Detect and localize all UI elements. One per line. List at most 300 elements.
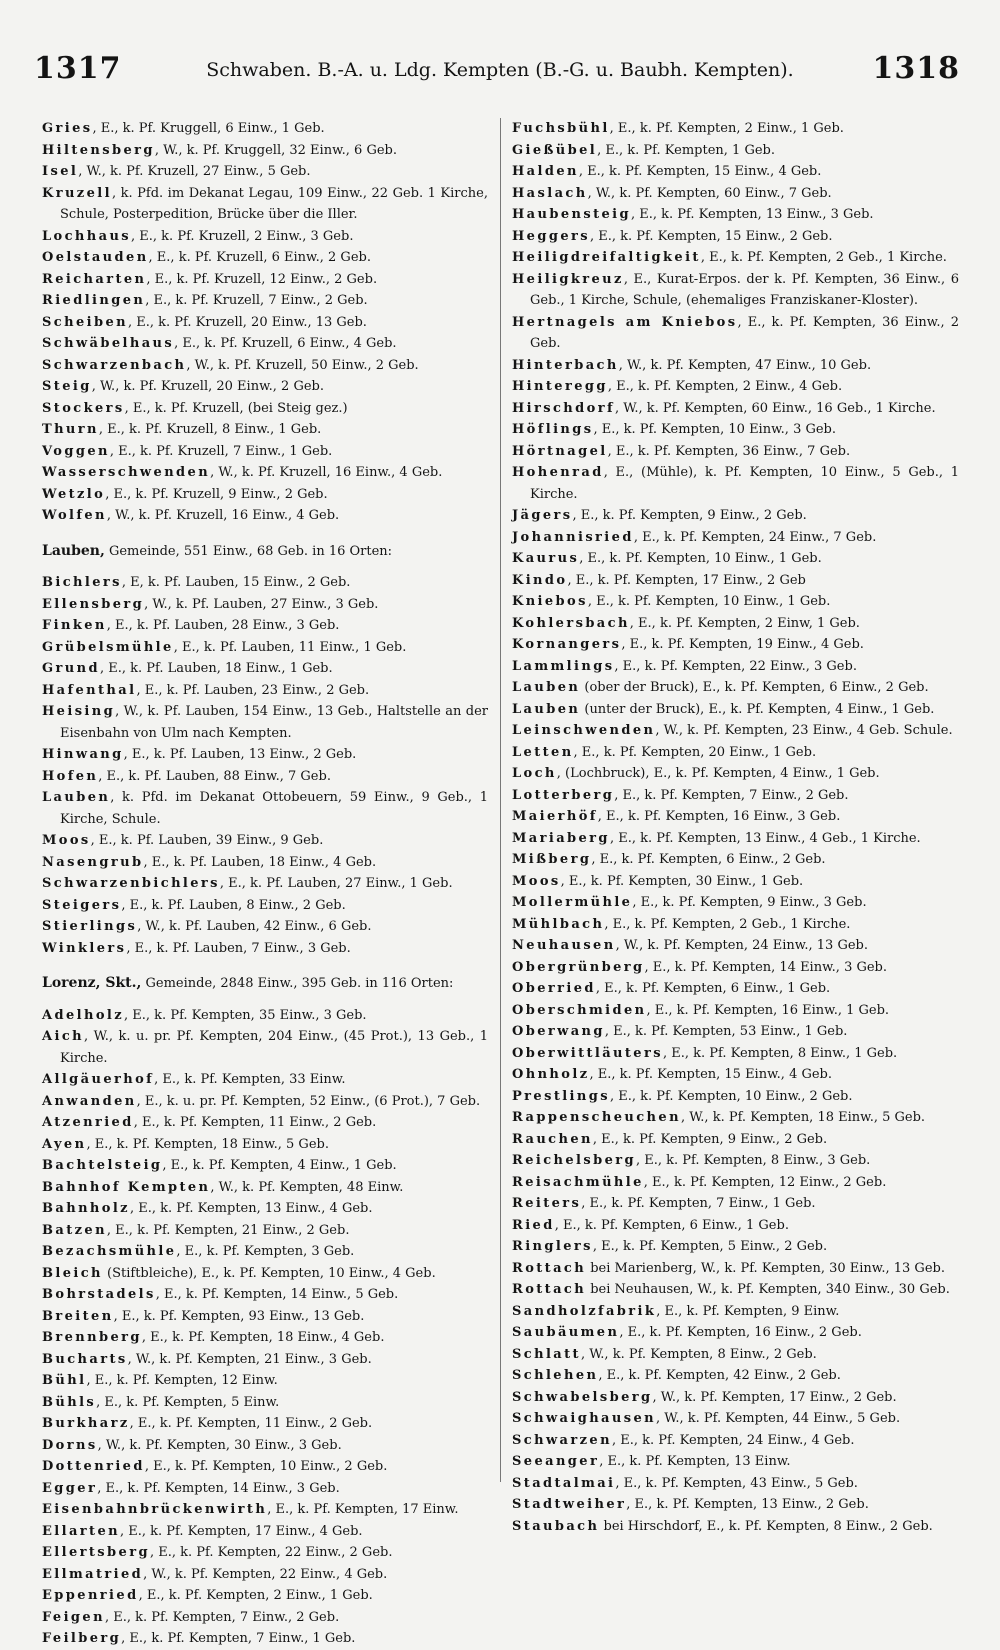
place-entry (512, 935, 959, 957)
place-details: , E., k. Pf. Kempten, 10 Einw., 3 Geb. (593, 422, 837, 437)
place-entry (42, 594, 488, 616)
place-name: Rappenscheuchen (512, 1110, 681, 1125)
place-entry (512, 1430, 959, 1452)
place-name: Ohnholz (512, 1067, 590, 1082)
place-details: , E., k. Pf. Kempten, 13 Einw., 3 Geb. (631, 207, 874, 222)
place-entry (42, 1005, 488, 1027)
place-entry (512, 1172, 959, 1194)
place-name: Ellmatried (42, 1566, 144, 1582)
place-name: Feilberg (42, 1631, 122, 1646)
place-details: , E., k. Pf. Kempten, 10 Einw., 1 Geb. (587, 594, 831, 609)
place-name: Batzen (42, 1222, 107, 1238)
place-name: Burkharz (42, 1416, 130, 1431)
place-name: Wasserschwenden (42, 465, 211, 480)
place-name: Grübelsmühle (42, 639, 174, 655)
place-entry (42, 1392, 488, 1414)
place-entry (512, 355, 959, 377)
place-details: , E., k. Pf. Kempten, 15 Einw., 4 Geb. (578, 164, 822, 179)
place-entry (42, 680, 488, 702)
place-name: Heiligdreifaltigkeit (512, 250, 701, 265)
place-name: Bucharts (42, 1351, 128, 1367)
place-name: Schlatt (512, 1346, 581, 1362)
place-entry (42, 637, 488, 659)
place-details: , E., k. Pf. Kruzell, 7 Einw., 2 Geb. (145, 293, 368, 308)
place-details: , E., k. Pf. Kempten, 10 Einw., 2 Geb. (144, 1459, 388, 1474)
place-entry (42, 1241, 488, 1263)
place-entry (42, 1521, 488, 1543)
place-name: Wolfen (42, 508, 107, 523)
place-entry (42, 1026, 488, 1069)
place-details: , E., k. Pf. Kempten, 17 Einw. (267, 1502, 459, 1517)
place-details: , E., k. Pf. Kempten, 30 Einw., 1 Geb. (560, 873, 804, 889)
place-details: , E., k. Pf. Kempten, 2 Einw., 1 Geb. (138, 1588, 373, 1603)
place-details: , E., k. Pf. Kempten, 7 Einw., 1 Geb. (121, 1631, 356, 1646)
place-name: Lammlings (512, 658, 615, 674)
place-name: Seeanger (512, 1454, 600, 1469)
place-name: Hofen (42, 768, 99, 784)
place-details: , E., k. Pf. Kempten, 33 Einw. (154, 1072, 346, 1087)
place-entry (512, 914, 959, 936)
place-details: , E., k. Pf. Kempten, 14 Einw., 3 Geb. (97, 1480, 340, 1496)
place-name: Kornangers (512, 637, 622, 652)
place-name: Leinschwenden (512, 723, 656, 738)
place-name: Schwarzen (512, 1432, 612, 1448)
place-entry (512, 613, 959, 635)
place-entry (512, 1516, 959, 1538)
place-details: , E., k. Pf. Kempten, 13 Einw. (599, 1454, 791, 1469)
place-entry (42, 333, 488, 355)
place-details: , E., k. Pf. Kempten, 6 Einw., 1 Geb. (554, 1217, 789, 1233)
place-details: , E., k. Pf. Kempten, 7 Einw., 2 Geb. (104, 1609, 340, 1625)
place-name: Adelholz (42, 1007, 125, 1023)
place-details: , E., k. Pf. Lauben, 18 Einw., 4 Geb. (143, 854, 377, 870)
place-details: , E., k. Pf. Kempten, 20 Einw., 1 Geb. (573, 744, 817, 760)
place-details: , E., k. Pf. Kempten, 53 Einw., 1 Geb. (604, 1024, 848, 1039)
place-name: Oberwang (512, 1024, 605, 1039)
place-entry (512, 1086, 959, 1108)
place-name: Heggers (512, 228, 590, 244)
place-details: , E., k. Pf. Lauben, 8 Einw., 2 Geb. (121, 897, 346, 913)
place-entry (512, 591, 959, 613)
place-details: , E., k. Pf. Kempten, 36 Einw., 7 Geb. (607, 443, 851, 459)
place-details: , E., k. Pf. Lauben, 18 Einw., 1 Geb. (99, 661, 333, 676)
place-name: Haslach (512, 185, 588, 201)
place-name: Eisenbahnbrückenwirth (42, 1502, 268, 1517)
place-entry (512, 1279, 959, 1301)
place-name: Saubäumen (512, 1325, 620, 1340)
place-entry (42, 1542, 488, 1564)
place-name: Lotterberg (512, 787, 615, 803)
municipality-summary: Gemeinde, 551 Einw., 68 Geb. in 16 Orten: (104, 543, 393, 559)
place-name: Bichlers (42, 575, 122, 590)
place-name: Johannisried (512, 529, 634, 545)
place-name: Steig (42, 379, 92, 394)
place-entry (512, 978, 959, 1000)
place-details: , E., k. Pf. Kempten, 14 Einw., 3 Geb. (644, 959, 888, 975)
place-details: , E., k. Pf. Lauben, 11 Einw., 1 Geb. (173, 639, 407, 655)
place-entry (42, 140, 488, 162)
place-entry (512, 1193, 959, 1215)
place-name: Bahnhof Kempten (42, 1179, 211, 1195)
place-details: , E., k. Pf. Kempten, 12 Einw. (86, 1373, 278, 1388)
place-name: Hirschdorf (512, 400, 615, 416)
place-name: Reicharten (42, 271, 147, 287)
place-name: Oberwittläuters (512, 1045, 663, 1061)
place-details: , E., k. Pf. Kruzell, (bei Steig gez.) (124, 400, 348, 416)
place-details: , E., k. Pf. Kempten, 4 Einw., 1 Geb. (162, 1158, 397, 1173)
place-name: Kohlersbach (512, 615, 630, 631)
place-name: Anwanden (42, 1093, 137, 1109)
place-details: , E., k. Pf. Kempten, 9 Einw., 2 Geb. (592, 1131, 828, 1147)
place-details: , W., k. Pf. Kruggell, 32 Einw., 6 Geb. (154, 142, 397, 158)
place-entry (42, 1607, 488, 1629)
place-name: Kaurus (512, 551, 580, 566)
municipality-name: Lauben, (42, 542, 105, 559)
place-details: , E., k. Pf. Lauben, 23 Einw., 2 Geb. (136, 682, 370, 698)
left-column (42, 118, 488, 1650)
place-details: , E., k. Pf. Kempten, 5 Einw. (96, 1394, 280, 1410)
place-entry (512, 1451, 959, 1473)
place-name: Mariaberg (512, 830, 610, 846)
place-name: Letten (512, 744, 574, 760)
place-name: Fuchsbühl (512, 121, 610, 136)
place-details: , E., k. Pf. Kruzell, 6 Einw., 2 Geb. (148, 250, 371, 265)
place-name: Bohrstadels (42, 1287, 156, 1302)
place-details: , E., k. Pf. Kempten, 11 Einw., 2 Geb. (129, 1416, 373, 1431)
place-details: , E., k. Pf. Kruzell, 7 Einw., 1 Geb. (109, 443, 333, 459)
place-details: , E., k. Pf. Kempten, 35 Einw., 3 Geb. (124, 1007, 367, 1023)
place-name: Halden (512, 164, 579, 179)
place-entry (42, 183, 488, 226)
place-entry (42, 398, 488, 420)
place-entry (512, 1301, 959, 1323)
place-details: , E., k. Pf. Lauben, 27 Einw., 1 Geb. (219, 876, 453, 891)
place-entry (42, 1456, 488, 1478)
place-details: , E., k. Pf. Kempten, 17 Einw., 4 Geb. (120, 1523, 363, 1539)
place-entry (512, 204, 959, 226)
place-entry (42, 355, 488, 377)
place-name: Schlehen (512, 1368, 599, 1383)
entry-list (42, 118, 488, 527)
place-entry (42, 744, 488, 766)
place-details: , E., k. Pf. Kempten, 22 Einw., 2 Geb. (149, 1545, 393, 1560)
place-name: Bachtelsteig (42, 1158, 163, 1173)
place-name: Mißberg (512, 852, 592, 867)
place-name: Schwarzenbach (42, 357, 187, 373)
place-name: Schwabelsberg (512, 1389, 653, 1405)
place-details: , W., k. Pf. Kempten, 21 Einw., 3 Geb. (127, 1351, 372, 1367)
place-entry (512, 441, 959, 463)
place-name: Bühl (42, 1373, 87, 1388)
place-name: Lauben (512, 701, 581, 717)
place-details: , E., k. Pf. Kempten, 5 Einw., 2 Geb. (592, 1239, 828, 1254)
place-details: , E., k. Pf. Kempten, 22 Einw., 3 Geb. (614, 658, 857, 674)
place-details: , E., k. Pf. Kempten, 2 Einw., 4 Geb. (607, 379, 843, 394)
place-entry (42, 658, 488, 680)
place-entry (512, 269, 959, 312)
place-name: Bahnholz (42, 1201, 130, 1216)
place-name: Bleich (42, 1265, 103, 1281)
place-details: , E., k. Pf. Kruzell, 2 Einw., 3 Geb. (131, 228, 354, 244)
place-entry (512, 806, 959, 828)
place-name: Thurn (42, 422, 99, 437)
place-details: , E, k. Pf. Lauben, 15 Einw., 2 Geb. (121, 575, 351, 590)
place-details: , E., k. Pf. Kempten, 8 Einw., 3 Geb. (636, 1153, 871, 1168)
place-name: Allgäuerhof (42, 1072, 155, 1087)
place-entry (42, 118, 488, 140)
place-entry (42, 247, 488, 269)
place-details: , E., k. Pf. Kempten, 1 Geb. (597, 142, 775, 158)
place-entry (42, 572, 488, 594)
place-entry (42, 1069, 488, 1091)
place-name: Dorns (42, 1437, 98, 1453)
place-entry (42, 1499, 488, 1521)
place-name: Rauchen (512, 1131, 593, 1147)
place-entry (42, 462, 488, 484)
place-name: Schwaighausen (512, 1411, 656, 1426)
place-name: Voggen (42, 443, 110, 459)
place-entry (512, 1344, 959, 1366)
place-name: Hohenrad (512, 465, 604, 480)
place-name: Feigen (42, 1609, 105, 1625)
place-name: Maierhöf (512, 809, 598, 824)
place-entry (42, 1284, 488, 1306)
place-details: , E., k. Pf. Kempten, 2 Geb., 1 Kirche. (604, 916, 851, 932)
place-name: Dottenried (42, 1459, 145, 1474)
place-entry (512, 1021, 959, 1043)
place-entry (42, 873, 488, 895)
place-details: , E., k. Pf. Kempten, 9 Einw. (656, 1303, 840, 1319)
page-number-right: 1318 (872, 51, 960, 86)
place-name: Heiligkreuz (512, 271, 624, 287)
place-name: Rottach (512, 1282, 587, 1297)
place-details: , E., k. Pf. Kempten, 2 Einw, 1 Geb. (629, 615, 860, 631)
place-details: , E., k. Pf. Kempten, 3 Geb. (176, 1244, 355, 1259)
place-details: bei Neuhausen, W., k. Pf. Kempten, 340 Einw., 30 Geb. (586, 1282, 950, 1297)
place-entry (42, 484, 488, 506)
place-name: Ried (512, 1217, 555, 1233)
place-name: Moos (42, 833, 91, 848)
place-name: Schwäbelhaus (42, 336, 175, 351)
place-details: bei Hirschdorf, E., k. Pf. Kempten, 8 Einw., 2 Geb. (599, 1518, 933, 1534)
place-details: , E., k. u. pr. Pf. Kempten, 52 Einw., (6 Prot.), 7 Geb. (136, 1093, 481, 1109)
place-details: , E., k. Pf. Kempten, 15 Einw., 4 Geb. (589, 1067, 833, 1082)
place-name: Lochhaus (42, 228, 132, 244)
place-name: Stadtalmai (512, 1475, 616, 1491)
place-name: Kindo (512, 572, 568, 588)
place-name: Ellarten (42, 1523, 120, 1539)
place-name: Höflings (512, 422, 594, 437)
place-details: , E., k. Pf. Kempten, 43 Einw., 5 Geb. (615, 1475, 858, 1491)
place-details: , W., k. Pf. Kruzell, 20 Einw., 2 Geb. (91, 379, 324, 394)
place-name: Oberried (512, 981, 596, 996)
place-details: , E., k. Pf. Kempten, 14 Einw., 5 Geb. (155, 1287, 399, 1302)
place-details: , W., k. Pf. Kempten, 24 Einw., 13 Geb. (615, 938, 868, 953)
place-details: , E., k. Pf. Kempten, 93 Einw., 13 Geb. (113, 1308, 365, 1324)
place-name: Hinwang (42, 747, 124, 762)
page-number-left: 1317 (34, 51, 122, 86)
place-details: , E., k. Pf. Lauben, 28 Einw., 3 Geb. (106, 618, 340, 633)
place-name: Lauben (42, 790, 111, 805)
place-details: bei Marienberg, W., k. Pf. Kempten, 30 Einw., 13 Geb. (586, 1260, 945, 1276)
place-entry (512, 183, 959, 205)
place-name: Ellertsberg (42, 1545, 150, 1560)
place-entry (42, 1349, 488, 1371)
place-name: Kruzell (42, 185, 112, 201)
place-entry (512, 1473, 959, 1495)
place-entry (42, 830, 488, 852)
place-entry (512, 118, 959, 140)
place-entry (512, 226, 959, 248)
place-details: , E., k. Pf. Kempten, 2 Geb., 1 Kirche. (700, 250, 947, 265)
place-name: Reisachmühle (512, 1174, 644, 1190)
entry-list (42, 572, 488, 959)
place-entry (512, 656, 959, 678)
place-details: , E., k. Pf. Kempten, 24 Einw., 4 Geb. (611, 1432, 855, 1448)
place-name: Grund (42, 661, 100, 676)
place-entry (512, 1043, 959, 1065)
place-entry (512, 527, 959, 549)
place-details: , E., k. Pf. Lauben, 88 Einw., 7 Geb. (98, 768, 331, 784)
place-entry (42, 1306, 488, 1328)
place-name: Ringlers (512, 1239, 593, 1254)
entry-list (512, 118, 959, 1537)
place-details: , E., k. Pf. Kempten, 19 Einw., 4 Geb. (621, 637, 864, 652)
place-entry (42, 269, 488, 291)
place-details: , E., k. Pf. Kempten, 7 Einw., 2 Geb. (614, 787, 849, 803)
place-name: Egger (42, 1480, 98, 1496)
place-details: , E., k. Pf. Kempten, 6 Einw., 1 Geb. (595, 981, 831, 996)
place-details: , W., k. Pf. Kempten, 8 Einw., 2 Geb. (580, 1346, 817, 1362)
entry-list (42, 1005, 488, 1650)
place-name: Steigers (42, 897, 122, 913)
place-details: , E., k. Pf. Kempten, 16 Einw., 2 Geb. (619, 1325, 862, 1340)
place-entry (42, 1564, 488, 1586)
place-name: Jägers (512, 508, 573, 523)
place-entry (42, 376, 488, 398)
place-name: Brennberg (42, 1330, 142, 1345)
place-entry (512, 849, 959, 871)
place-name: Bühls (42, 1394, 97, 1410)
place-details: , E., k. Pf. Kempten, 13 Einw., 4 Geb. (129, 1201, 373, 1216)
place-name: Heising (42, 704, 116, 719)
place-name: Hiltensberg (42, 142, 155, 158)
place-entry (512, 140, 959, 162)
place-entry (42, 161, 488, 183)
place-entry (512, 1408, 959, 1430)
place-entry (512, 548, 959, 570)
place-entry (512, 376, 959, 398)
place-entry (42, 787, 488, 830)
place-entry (42, 1091, 488, 1113)
place-details: , W., k. Pf. Kempten, 18 Einw., 5 Geb. (680, 1110, 926, 1125)
place-details: , W., k. Pf. Kruzell, 16 Einw., 4 Geb. (106, 508, 340, 523)
place-details: , E., k. Pf. Kempten, 16 Einw., 3 Geb. (597, 809, 841, 824)
place-details: , E., k. Pf. Kruzell, 8 Einw., 1 Geb. (98, 422, 322, 437)
place-name: Gießübel (512, 142, 598, 158)
place-entry (512, 570, 959, 592)
place-entry (512, 1236, 959, 1258)
place-details: , W., k. Pf. Kempten, 48 Einw. (210, 1179, 404, 1195)
place-name: Breiten (42, 1308, 114, 1324)
place-entry (42, 1413, 488, 1435)
place-entry (42, 1327, 488, 1349)
place-details: , E., k. Pf. Kempten, 7 Einw., 1 Geb. (581, 1196, 816, 1211)
place-name: Atzenried (42, 1115, 134, 1130)
place-details: , k. Pfd. im Dekanat Legau, 109 Einw., 22 Geb. 1 Kirche, Schule, Posterpedition, Brücke über die Iller. (60, 185, 488, 222)
place-entry (42, 1585, 488, 1607)
place-entry (42, 1628, 488, 1650)
place-entry (512, 1064, 959, 1086)
place-entry (42, 441, 488, 463)
place-entry (512, 1322, 959, 1344)
place-name: Lauben (512, 680, 581, 695)
place-name: Winklers (42, 940, 127, 956)
place-details: , E., k. Pf. Kempten, 10 Einw., 2 Geb. (609, 1088, 853, 1104)
place-entry (42, 1435, 488, 1457)
place-details: , (Lochbruck), E., k. Pf. Kempten, 4 Einw., 1 Geb. (556, 766, 880, 781)
place-name: Ayen (42, 1136, 87, 1152)
place-name: Kniebos (512, 594, 588, 609)
place-name: Hertnagels am Kniebos (512, 314, 738, 330)
place-entry (512, 505, 959, 527)
place-details: , E., k. Pf. Kempten, 21 Einw., 2 Geb. (106, 1222, 350, 1238)
place-details: , E., k. Pf. Kempten, 17 Einw., 2 Geb (567, 572, 806, 588)
place-entry (42, 290, 488, 312)
place-details: , W., k. Pf. Kruzell, 16 Einw., 4 Geb. (210, 465, 443, 480)
place-entry (42, 505, 488, 527)
municipality-heading (42, 973, 488, 995)
place-details: , W., k. Pf. Lauben, 42 Einw., 6 Geb. (137, 919, 372, 934)
column-divider (500, 118, 501, 1482)
place-entry (512, 892, 959, 914)
place-name: Stierlings (42, 919, 138, 934)
place-entry (42, 1220, 488, 1242)
place-details: , W., k. Pf. Kruzell, 27 Einw., 5 Geb. (78, 164, 311, 179)
place-name: Aich (42, 1029, 84, 1044)
place-details: , k. Pfd. im Dekanat Ottobeuern, 59 Einw., 9 Geb., 1 Kirche, Schule. (60, 790, 488, 827)
place-entry (42, 1134, 488, 1156)
place-details: , W., k. Pf. Kempten, 30 Einw., 3 Geb. (97, 1437, 342, 1453)
place-details: , W., k. Pf. Kempten, 22 Einw., 4 Geb. (143, 1566, 388, 1582)
place-name: Obergrünberg (512, 959, 645, 975)
place-name: Loch (512, 766, 557, 781)
place-name: Gries (42, 121, 93, 136)
place-name: Finken (42, 618, 107, 633)
place-details: (ober der Bruck), E., k. Pf. Kempten, 6 Einw., 2 Geb. (580, 680, 929, 695)
place-name: Rottach (512, 1260, 587, 1276)
place-entry (42, 615, 488, 637)
place-entry (42, 701, 488, 744)
place-name: Mollermühle (512, 895, 633, 910)
place-details: , E., k. Pf. Kempten, 12 Einw., 2 Geb. (643, 1174, 887, 1190)
place-details: , E., k. Pf. Kempten, 8 Einw., 1 Geb. (662, 1045, 898, 1061)
place-details: , E., k. Pf. Kempten, 18 Einw., 5 Geb. (86, 1136, 329, 1152)
place-entry (42, 916, 488, 938)
place-details: , W., k. u. pr. Pf. Kempten, 204 Einw., (45 Prot.), 13 Geb., 1 Kirche. (60, 1029, 488, 1066)
place-details: , E., k. Pf. Kempten, 18 Einw., 4 Geb. (141, 1330, 385, 1345)
place-details: , E., k. Pf. Kempten, 16 Einw., 1 Geb. (646, 1002, 890, 1018)
place-details: , E., Kurat-Erpos. der k. Pf. Kempten, 36 Einw., 6 Geb., 1 Kirche, Schule, (ehemaliges Franziskaner-Kloster). (530, 271, 959, 308)
place-name: Riedlingen (42, 293, 146, 308)
place-entry (512, 720, 959, 742)
place-name: Neuhausen (512, 938, 616, 953)
place-entry (42, 312, 488, 334)
place-details: , E., k. Pf. Kruzell, 12 Einw., 2 Geb. (146, 271, 378, 287)
place-details: , W., k. Pf. Lauben, 27 Einw., 3 Geb. (144, 596, 379, 612)
place-details: , E., k. Pf. Kempten, 24 Einw., 7 Geb. (633, 529, 877, 545)
place-name: Haubensteig (512, 207, 631, 222)
